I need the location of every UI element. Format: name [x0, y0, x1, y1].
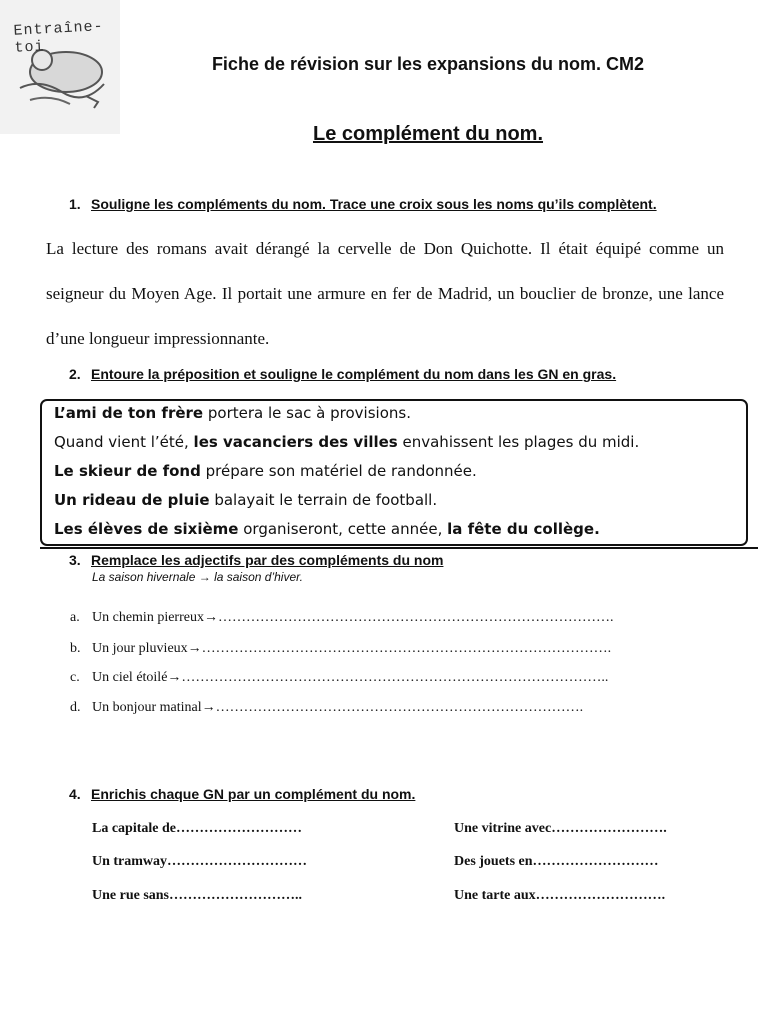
bold-gn: Un rideau de pluie: [54, 491, 210, 509]
bold-gn: la fête du collège.: [447, 520, 600, 538]
sentence-line: [54, 433, 639, 451]
page-subtitle: Le complément du nom.: [312, 123, 544, 145]
question-number: 4.: [69, 786, 81, 802]
sentence-line: [54, 520, 600, 538]
gn-item: Des jouets en………………………: [454, 854, 659, 869]
question-2-heading: [69, 366, 616, 382]
question-instruction: Remplace les adjectifs par des compléments du nom: [91, 552, 444, 568]
gn-item: Un tramway…………………………: [92, 854, 308, 869]
sentence-line: [54, 491, 437, 509]
bold-gn: Les élèves de sixième: [54, 520, 239, 538]
sentence-text: prépare son matériel de randonnée.: [200, 462, 477, 480]
bold-gn: Le skieur de fond: [54, 462, 201, 480]
question-instruction: Enrichis chaque GN par un complément du nom.: [91, 786, 416, 802]
list-item: [70, 700, 583, 716]
page-title: Fiche de révision sur les expansions du nom. CM2: [211, 54, 645, 74]
gn-item: La capitale de………………………: [92, 821, 302, 836]
bold-gn: L’ami de ton frère: [54, 404, 204, 422]
question-3-heading: [69, 552, 443, 568]
gn-item: Une rue sans………………………..: [92, 888, 303, 903]
list-item: [70, 641, 611, 657]
divider: [40, 547, 758, 549]
sentence-line: [54, 462, 477, 480]
question-1-paragraph: La lecture des romans avait dérangé la cervelle de Don Quichotte. Il était équipé comme un seigneur du Moyen Age. Il portait une armure en fer de Madrid, un bouclier de bronze, une lance d’une longueur impressionnante.: [46, 239, 724, 348]
sentence-text: organiseront, cette année,: [238, 520, 448, 538]
question-number: 1.: [69, 196, 81, 212]
sentence-line: [54, 404, 411, 422]
item-letter: d.: [70, 700, 81, 715]
item-letter: a.: [70, 610, 80, 625]
question-number: 2.: [69, 366, 81, 382]
item-text: Un jour pluvieux→…………………………………………………………………………….: [92, 641, 612, 656]
list-item: [70, 610, 613, 626]
item-letter: c.: [70, 670, 80, 685]
logo-text: Entraîne-toi: [13, 18, 104, 57]
gn-item: Une tarte aux……………………….: [454, 888, 666, 903]
question-4-heading: [69, 786, 415, 802]
question-number: 3.: [69, 552, 81, 568]
question-instruction: Souligne les compléments du nom. Trace une croix sous les noms qu’ils complètent.: [91, 196, 657, 212]
list-item: [70, 670, 608, 686]
item-text: Un bonjour matinal→…………………………………………………………………….: [92, 700, 584, 715]
gn-item: Une vitrine avec…………………….: [454, 821, 667, 836]
example-text: La saison hivernale → la saison d’hiver.: [92, 570, 304, 584]
sentence-text: envahissent les plages du midi.: [397, 433, 640, 451]
bold-gn: les vacanciers des villes: [193, 433, 398, 451]
sentence-text: balayait le terrain de football.: [209, 491, 438, 509]
sentence-text: portera le sac à provisions.: [203, 404, 411, 422]
item-letter: b.: [70, 641, 81, 656]
item-text: Un chemin pierreux→………………………………………………………………………….: [92, 610, 614, 625]
sentence-text: Quand vient l’été,: [54, 433, 194, 451]
question-instruction: Entoure la préposition et souligne le complément du nom dans les GN en gras.: [91, 366, 617, 382]
item-text: Un ciel étoilé→………………………………………………………………………………..: [92, 670, 609, 685]
question-1-heading: [69, 196, 657, 212]
